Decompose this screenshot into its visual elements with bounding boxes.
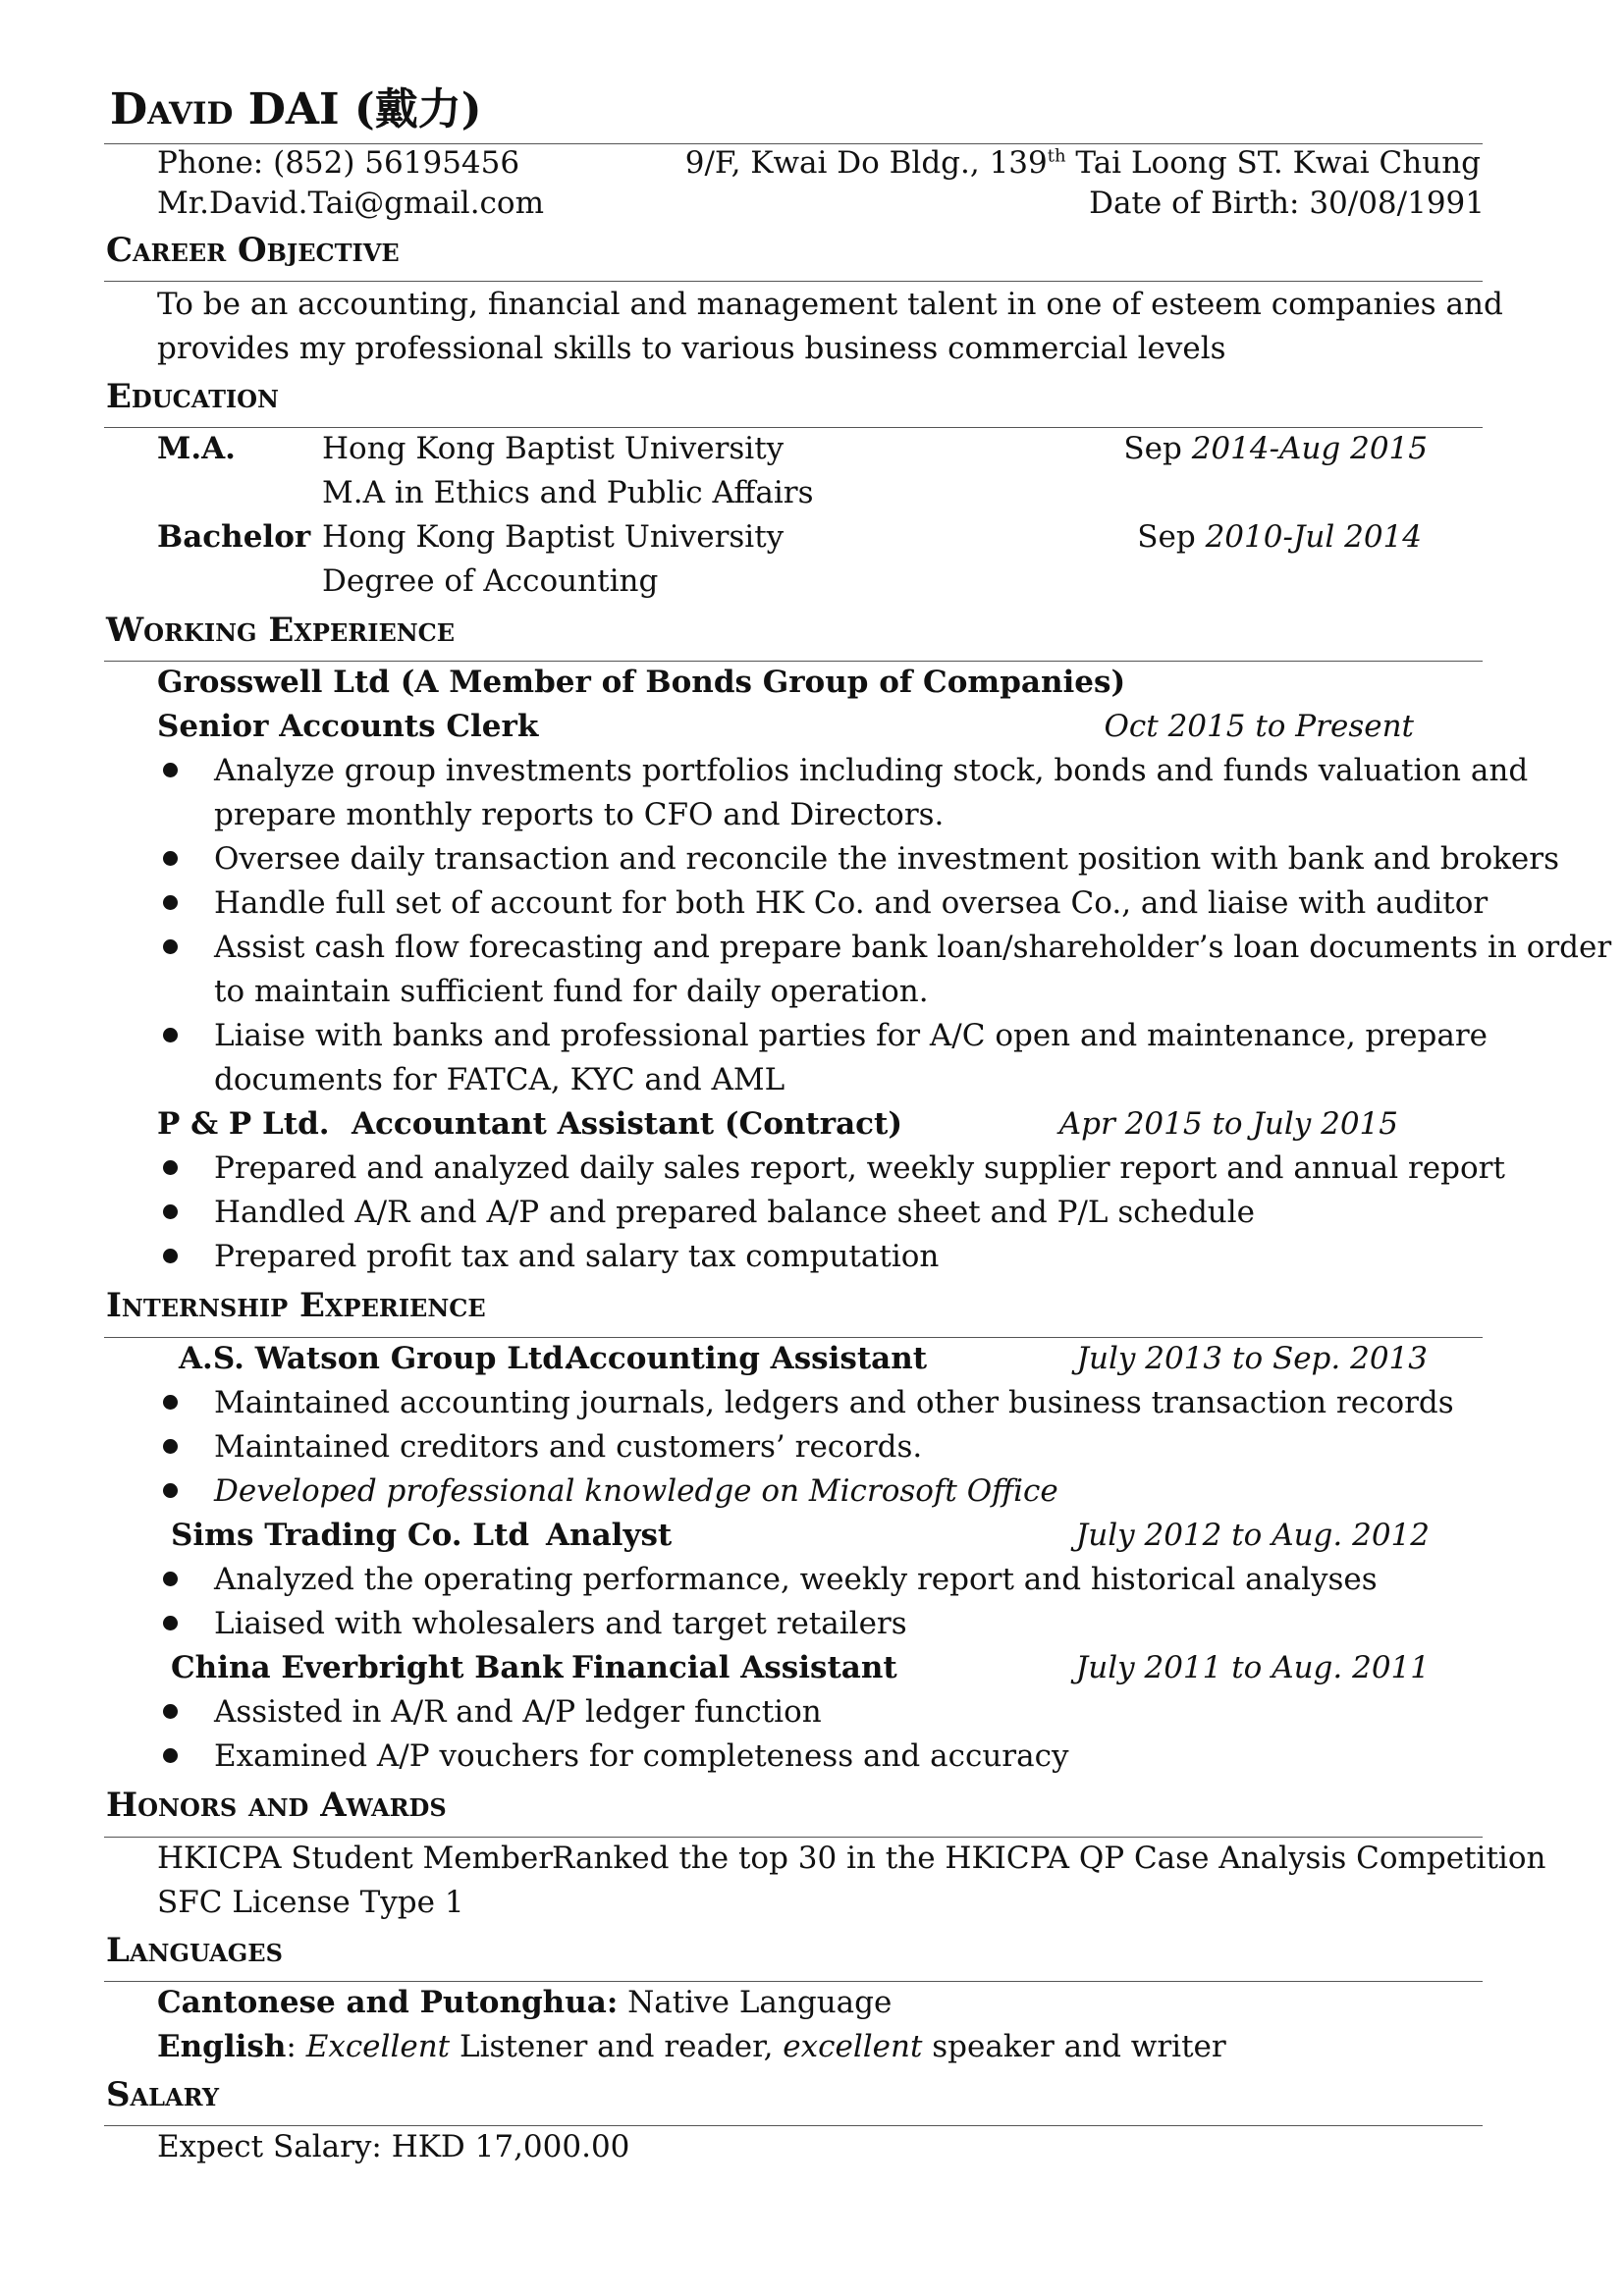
- date-month: Sep: [1123, 431, 1192, 466]
- bullet-text: Assisted in A/R and A/P ledger function: [214, 1694, 822, 1730]
- section-heading-internship-experience: Internship Experience: [106, 1286, 486, 1325]
- section-heading-languages: Languages: [106, 1931, 283, 1970]
- objective-line: To be an accounting, financial and management talent in one of esteem companies and: [157, 287, 1503, 322]
- bullet-text: Prepared profit tax and salary tax computation: [214, 1239, 940, 1274]
- bullet-text: Prepared and analyzed daily sales report, weekly supplier report and annual report: [214, 1150, 1505, 1186]
- job-date: July 2012 to Aug. 2012: [1075, 1518, 1430, 1553]
- bullet-text: Oversee daily transaction and reconcile the investment position with bank and brokers: [214, 841, 1560, 877]
- bullet-text: to maintain sufficient fund for daily operation.: [214, 974, 929, 1009]
- section-rule: [104, 1337, 1483, 1338]
- language-separator: :: [286, 2029, 306, 2064]
- bullet-text: Handled A/R and A/P and prepared balance sheet and P/L schedule: [214, 1195, 1256, 1230]
- language-name: Cantonese and Putonghua:: [157, 1985, 619, 2020]
- address: [685, 145, 1481, 181]
- program: Degree of Accounting: [322, 563, 659, 599]
- bullet-text: Developed professional knowledge on Microsoft Office: [214, 1473, 1058, 1509]
- language-level: excellent: [783, 2029, 923, 2064]
- bullet-icon: [163, 939, 178, 954]
- honor-item: SFC License Type 1: [157, 1885, 464, 1920]
- language-line: [157, 1985, 892, 2020]
- company-name: Sims Trading Co. Ltd: [171, 1518, 530, 1553]
- bullet-icon: [163, 895, 178, 910]
- address-suffix: th: [1047, 145, 1066, 167]
- language-line: [157, 2029, 1226, 2064]
- job-title: Analyst: [546, 1518, 673, 1553]
- date-of-birth: Date of Birth: 30/08/1991: [1089, 186, 1485, 221]
- section-heading-education: Education: [106, 377, 279, 416]
- section-rule: [104, 661, 1483, 662]
- school: Hong Kong Baptist University: [322, 519, 785, 555]
- email: Mr.David.Tai@gmail.com: [157, 186, 544, 221]
- phone: Phone: (852) 56195456: [157, 145, 520, 181]
- job-date: Apr 2015 to July 2015: [1058, 1106, 1398, 1142]
- bullet-text: Assist cash flow forecasting and prepare bank loan/shareholder’s loan documents in order: [214, 930, 1612, 965]
- bullet-text: Liaised with wholesalers and target retailers: [214, 1606, 907, 1641]
- address-part-a: 9/F, Kwai Do Bldg., 139: [684, 145, 1048, 181]
- bullet-icon: [163, 1204, 178, 1219]
- job-title: Senior Accounts Clerk: [157, 709, 539, 744]
- date-range: 2014-Aug 2015: [1191, 431, 1428, 466]
- job-title: Accounting Assistant: [566, 1341, 928, 1376]
- language-level: Native Language: [618, 1985, 893, 2020]
- company-name: A.S. Watson Group Ltd.: [179, 1341, 574, 1376]
- bullet-icon: [163, 1028, 178, 1042]
- bullet-text: documents for FATCA, KYC and AML: [214, 1062, 785, 1097]
- bullet-icon: [163, 1249, 178, 1263]
- bullet-icon: [163, 1748, 178, 1763]
- bullet-icon: [163, 1616, 178, 1630]
- section-rule: [104, 1837, 1483, 1838]
- language-skill: Listener and reader,: [450, 2029, 784, 2064]
- company-name: Grosswell Ltd (A Member of Bonds Group of Companies): [157, 665, 1126, 700]
- objective-line: provides my professional skills to various business commercial levels: [157, 331, 1226, 366]
- language-name: English: [157, 2029, 287, 2064]
- language-skill: speaker and writer: [922, 2029, 1226, 2064]
- bullet-icon: [163, 1395, 178, 1410]
- bullet-text: Liaise with banks and professional parties for A/C open and maintenance, prepare: [214, 1018, 1489, 1053]
- bullet-text: prepare monthly reports to CFO and Directors.: [214, 797, 945, 832]
- date-range: 2010-Jul 2014: [1205, 519, 1422, 555]
- bullet-icon: [163, 1483, 178, 1498]
- program: M.A in Ethics and Public Affairs: [322, 475, 814, 510]
- expected-salary: Expect Salary: HKD 17,000.00: [157, 2129, 630, 2164]
- section-heading-career-objective: Career Objective: [106, 231, 400, 270]
- header-rule: [104, 143, 1483, 144]
- job-date: Oct 2015 to Present: [1104, 709, 1414, 744]
- section-rule: [104, 2125, 1483, 2126]
- degree: Bachelor: [157, 519, 311, 555]
- language-level: Excellent: [305, 2029, 451, 2064]
- bullet-text: Maintained creditors and customers’ records.: [214, 1429, 923, 1465]
- bullet-text: Handle full set of account for both HK Co. and oversea Co., and liaise with auditor: [214, 885, 1489, 921]
- honor-detail: Ranked the top 30 in the HKICPA QP Case Analysis Competition: [552, 1841, 1546, 1876]
- bullet-icon: [163, 1439, 178, 1454]
- section-rule: [104, 1981, 1483, 1982]
- honor-item: HKICPA Student Member: [157, 1841, 554, 1876]
- job-date: July 2013 to Sep. 2013: [1076, 1341, 1428, 1376]
- section-heading-salary: Salary: [106, 2075, 220, 2114]
- education-date: [1137, 519, 1422, 555]
- bullet-icon: [163, 1704, 178, 1719]
- section-heading-honors: Honors and Awards: [106, 1786, 447, 1825]
- bullet-text: Examined A/P vouchers for completeness and accuracy: [214, 1738, 1069, 1774]
- school: Hong Kong Baptist University: [322, 431, 785, 466]
- degree: M.A.: [157, 431, 236, 466]
- bullet-icon: [163, 851, 178, 866]
- education-date: [1123, 431, 1428, 466]
- candidate-name: David DAI (戴力): [110, 84, 482, 134]
- bullet-icon: [163, 763, 178, 777]
- bullet-text: Analyze group investments portfolios including stock, bonds and funds valuation and: [214, 753, 1529, 788]
- bullet-text: Maintained accounting journals, ledgers and other business transaction records: [214, 1385, 1454, 1420]
- address-part-b: Tai Loong ST. Kwai Chung: [1065, 145, 1481, 181]
- company-name: China Everbright Bank: [171, 1650, 564, 1685]
- bullet-text: Analyzed the operating performance, weekly report and historical analyses: [214, 1562, 1378, 1597]
- job-date: July 2011 to Aug. 2011: [1075, 1650, 1430, 1685]
- company-name: P & P Ltd.: [157, 1106, 330, 1142]
- section-heading-working-experience: Working Experience: [106, 611, 456, 650]
- bullet-icon: [163, 1160, 178, 1175]
- section-rule: [104, 281, 1483, 282]
- bullet-icon: [163, 1572, 178, 1586]
- job-title: Financial Assistant: [571, 1650, 897, 1685]
- date-month: Sep: [1137, 519, 1206, 555]
- job-title: Accountant Assistant (Contract): [352, 1106, 903, 1142]
- section-rule: [104, 427, 1483, 428]
